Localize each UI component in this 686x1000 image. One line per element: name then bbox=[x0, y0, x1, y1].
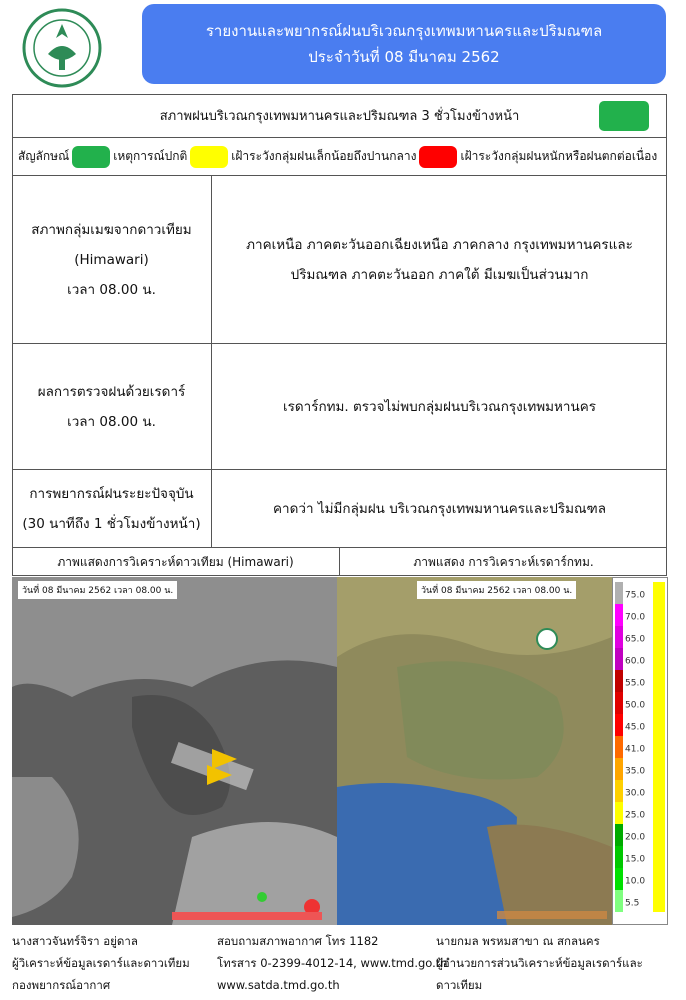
scale-label: 60.0 bbox=[625, 656, 646, 667]
forecast-row bbox=[12, 470, 667, 548]
scale-color-band bbox=[615, 780, 623, 802]
radar-value-text: เรดาร์กทม. ตรวจไม่พบกลุ่มฝนบริเวณกรุงเทพมหานคร bbox=[282, 398, 597, 415]
satellite-value bbox=[212, 176, 667, 343]
scale-label: 70.0 bbox=[625, 612, 646, 623]
contact-fax: โทรสาร 0-2399-4012-14, www.tmd.go.th bbox=[217, 956, 448, 970]
legend-swatch-green bbox=[72, 146, 110, 168]
scale-label: 10.0 bbox=[625, 876, 646, 887]
scale-label: 45.0 bbox=[625, 722, 646, 733]
scale-color-band bbox=[615, 802, 623, 824]
forecast-label-title: การพยากรณ์ฝนระยะปัจจุบัน bbox=[29, 485, 194, 502]
satellite-label bbox=[12, 176, 212, 343]
legend-heavy-rain: เฝ้าระวังกลุ่มฝนหนักหรือฝนตกต่อเนื่อง bbox=[460, 149, 658, 163]
scale-label: 5.5 bbox=[625, 898, 640, 909]
radar-label-time: เวลา 08.00 น. bbox=[67, 413, 156, 430]
scale-color-band bbox=[615, 648, 623, 670]
scale-color-band bbox=[615, 692, 623, 714]
radar-dbz-scale bbox=[612, 577, 668, 925]
scale-label: 65.0 bbox=[625, 634, 646, 645]
scale-color-band bbox=[615, 604, 623, 626]
analyst-role: ผู้วิเคราะห์ข้อมูลเรดาร์และดาวเทียม bbox=[12, 956, 190, 970]
satellite-caption: ภาพแสดงการวิเคราะห์ดาวเทียม (Himawari) bbox=[12, 548, 340, 576]
scale-color-band bbox=[615, 758, 623, 780]
forecast-label bbox=[12, 470, 212, 547]
director-name: นายกมล พรหมสาขา ณ สกลนคร bbox=[436, 934, 600, 948]
legend-swatch-red bbox=[419, 146, 457, 168]
radar-map bbox=[337, 577, 612, 925]
analyst-division: กองพยากรณ์อากาศ bbox=[12, 978, 111, 992]
report-title: รายงานและพยากรณ์ฝนบริเวณกรุงเทพมหานครและปริมณฑล bbox=[205, 22, 603, 40]
scale-label: 55.0 bbox=[625, 678, 646, 689]
scale-color-band bbox=[615, 846, 623, 868]
satellite-label-source: (Himawari) bbox=[74, 251, 149, 268]
status-indicator-green bbox=[599, 101, 649, 131]
rain-status-row bbox=[12, 94, 667, 138]
forecast-label-range: (30 นาทีถึง 1 ชั่วโมงข้างหน้า) bbox=[22, 515, 201, 532]
scale-label: 30.0 bbox=[625, 788, 646, 799]
radar-label bbox=[12, 344, 212, 469]
scale-label: 25.0 bbox=[625, 810, 646, 821]
scale-color-band bbox=[615, 582, 623, 604]
tmd-logo bbox=[22, 8, 102, 88]
scale-label: 50.0 bbox=[625, 700, 646, 711]
radar-scale-bar bbox=[613, 578, 669, 926]
scale-color-band bbox=[615, 890, 623, 912]
legend-label: สัญลักษณ์ bbox=[18, 149, 70, 163]
contact-website: www.satda.tmd.go.th bbox=[217, 978, 340, 992]
satellite-image-date: วันที่ 08 มีนาคม 2562 เวลา 08.00 น. bbox=[18, 581, 177, 599]
director-role: ผู้อำนวยการส่วนวิเคราะห์ข้อมูลเรดาร์และดาวเทียม bbox=[436, 956, 643, 992]
radar-image-date: วันที่ 08 มีนาคม 2562 เวลา 08.00 น. bbox=[417, 581, 576, 599]
scale-label: 75.0 bbox=[625, 590, 646, 601]
forecast-value-text: คาดว่า ไม่มีกลุ่มฝน บริเวณกรุงเทพมหานครและปริมณฑล bbox=[273, 500, 606, 517]
radar-value bbox=[212, 344, 667, 469]
rain-status-title: สภาพฝนบริเวณกรุงเทพมหานครและปริมณฑล 3 ชั่วโมงข้างหน้า bbox=[159, 109, 520, 124]
report-date: ประจำวันที่ 08 มีนาคม 2562 bbox=[308, 48, 500, 66]
image-caption-row bbox=[12, 548, 667, 576]
legend-swatch-yellow bbox=[190, 146, 228, 168]
legend-row bbox=[12, 138, 667, 176]
report-header bbox=[142, 4, 666, 84]
footer-contact bbox=[217, 930, 448, 996]
scale-color-band bbox=[615, 868, 623, 890]
scale-label: 15.0 bbox=[625, 854, 646, 865]
satellite-image bbox=[12, 577, 337, 925]
satellite-value-line2: ปริมณฑล ภาคตะวันออก ภาคใต้ มีเมฆเป็นส่วนมาก bbox=[290, 266, 589, 283]
legend-normal: เหตุการณ์ปกติ bbox=[113, 149, 188, 163]
scale-color-band bbox=[615, 626, 623, 648]
scale-label: 41.0 bbox=[625, 744, 646, 755]
scale-color-band bbox=[615, 824, 623, 846]
scale-label: 35.0 bbox=[625, 766, 646, 777]
scale-side-bar bbox=[653, 582, 665, 912]
analyst-name: นางสาวจันทร์จิรา อยู่ดาล bbox=[12, 934, 138, 948]
satellite-value-line1: ภาคเหนือ ภาคตะวันออกเฉียงเหนือ ภาคกลาง กรุงเทพมหานครและ bbox=[246, 236, 633, 253]
radar-image bbox=[337, 577, 612, 925]
radar-caption: ภาพแสดง การวิเคราะห์เรดาร์กทม. bbox=[413, 554, 594, 569]
satellite-label-time: เวลา 08.00 น. bbox=[67, 281, 156, 298]
radar-row bbox=[12, 344, 667, 470]
satellite-label-title: สภาพกลุ่มเมฆจากดาวเทียม bbox=[31, 221, 192, 238]
scale-label: 20.0 bbox=[625, 832, 646, 843]
scale-color-band bbox=[615, 714, 623, 736]
satellite-row bbox=[12, 176, 667, 344]
radar-label-title: ผลการตรวจฝนด้วยเรดาร์ bbox=[37, 383, 186, 400]
footer-analyst bbox=[12, 930, 190, 996]
satellite-map bbox=[12, 577, 337, 925]
contact-phone: สอบถามสภาพอากาศ โทร 1182 bbox=[217, 934, 379, 948]
forecast-value bbox=[212, 470, 667, 547]
legend-light-rain: เฝ้าระวังกลุ่มฝนเล็กน้อยถึงปานกลาง bbox=[231, 149, 417, 163]
scale-color-band bbox=[615, 736, 623, 758]
footer-director bbox=[436, 930, 672, 996]
scale-color-band bbox=[615, 670, 623, 692]
